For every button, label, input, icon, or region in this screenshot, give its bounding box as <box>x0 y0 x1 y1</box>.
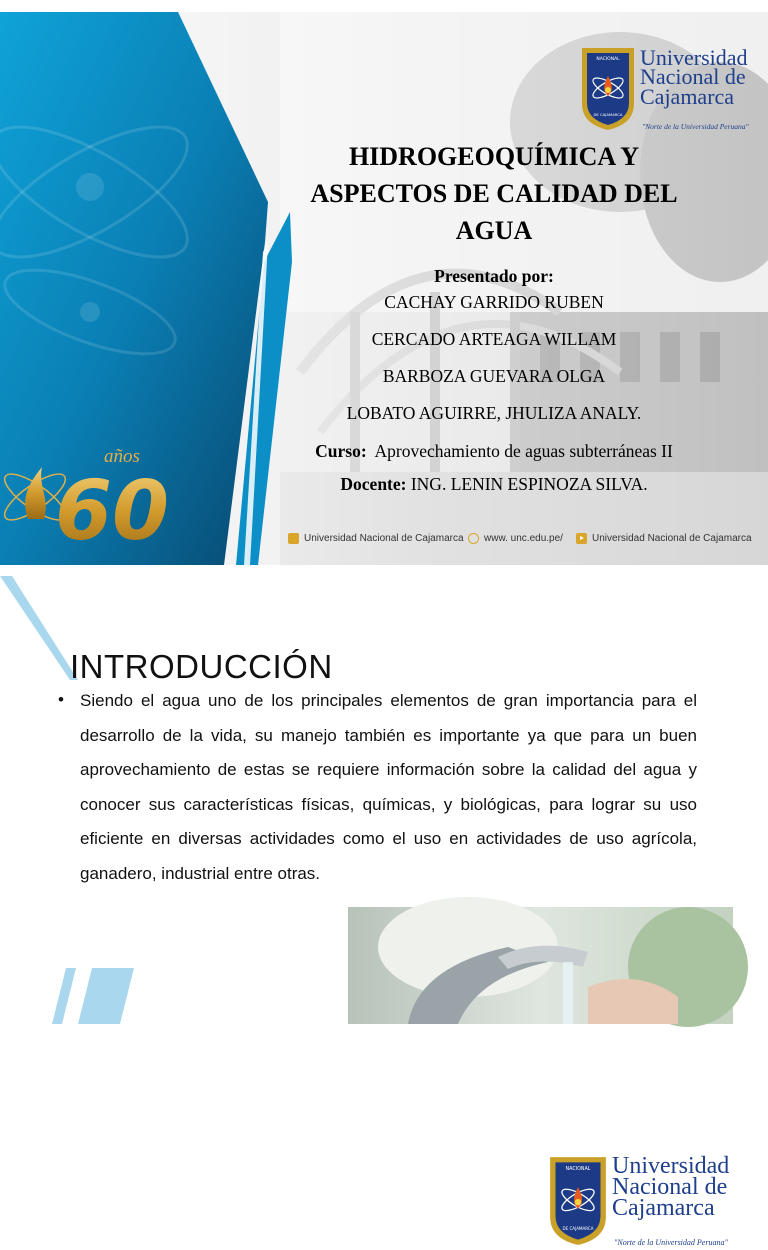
course-info <box>290 441 698 462</box>
footer-facebook-text: Universidad Nacional de Cajamarca <box>304 532 464 544</box>
presented-by-label: Presentado por: <box>434 266 554 286</box>
university-motto: "Norte de la Universidad Peruana" <box>614 1238 728 1247</box>
university-name-line: Cajamarca <box>612 1195 715 1222</box>
course-value: Aprovechamiento de aguas subterráneas II <box>374 441 673 461</box>
footer-youtube[interactable] <box>576 530 752 546</box>
shield-text-left: NACIONAL <box>596 57 620 62</box>
university-logo <box>548 1154 748 1250</box>
footer-facebook[interactable] <box>288 530 464 546</box>
title-line: ASPECTOS DE CALIDAD DEL <box>310 179 678 208</box>
title-line: AGUA <box>455 216 533 245</box>
shield-text-right: DE CAJAMARCA <box>593 112 623 117</box>
university-logo <box>580 46 760 134</box>
anniversary-60-logo <box>0 427 175 559</box>
presentation-title <box>290 138 698 249</box>
university-name-line: Universidad <box>640 45 748 70</box>
youtube-icon <box>576 533 587 544</box>
teacher-value: ING. LENIN ESPINOZA SILVA. <box>410 474 648 494</box>
university-shield-icon <box>580 46 636 132</box>
university-motto: "Norte de la Universidad Peruana" <box>642 122 749 131</box>
teacher-label: Docente: <box>340 474 407 494</box>
shield-text-left: NACIONAL <box>565 1166 591 1172</box>
university-name-line: Universidad <box>612 1153 730 1179</box>
facebook-icon <box>288 533 299 544</box>
introduction-heading: INTRODUCCIÓN <box>70 648 333 685</box>
introduction-slide <box>0 576 768 1247</box>
member-name: BARBOZA GUEVARA OLGA <box>382 366 606 386</box>
decorative-stripes <box>48 968 138 1024</box>
university-shield-icon <box>548 1154 608 1248</box>
member-name: LOBATO AGUIRRE, JHULIZA ANALY. <box>346 403 642 423</box>
title-slide <box>0 12 768 565</box>
university-name-line: Nacional de <box>640 64 746 90</box>
shield-text-right: DE CAJAMARCA <box>562 1225 594 1231</box>
footer-website[interactable] <box>468 530 563 546</box>
footer-website-text: www. unc.edu.pe/ <box>484 532 563 544</box>
introduction-paragraph: Siendo el agua uno de los principales elementos de gran importancia para el desarrollo de la vida, su manejo también es importante ya que para un buen aprovechamiento de estas se requiere información sobre la calidad del agua y conocer sus características físicas, químicas, y biológicas, para lograr su uso eficiente en diversas actividades como el uso en actividades de uso agrícola, ganadero, industrial entre otras. <box>80 691 697 883</box>
anniversary-word: años <box>104 446 140 467</box>
globe-icon <box>468 533 479 544</box>
university-name-line: Nacional de <box>612 1174 728 1201</box>
member-name: CERCADO ARTEAGA WILLAM <box>371 329 617 349</box>
university-name-line: Cajamarca <box>640 83 735 109</box>
member-name: CACHAY GARRIDO RUBEN <box>384 292 604 312</box>
bullet-marker: • <box>58 690 64 709</box>
university-name <box>640 45 748 109</box>
water-tap-photo <box>348 907 733 1024</box>
university-name <box>612 1153 730 1222</box>
course-label: Curso: <box>315 441 367 461</box>
anniversary-number: 60 <box>55 464 170 559</box>
title-line: HIDROGEOQUÍMICA Y <box>348 142 640 171</box>
footer-youtube-text: Universidad Nacional de Cajamarca <box>592 532 752 544</box>
teacher-info <box>290 474 698 495</box>
